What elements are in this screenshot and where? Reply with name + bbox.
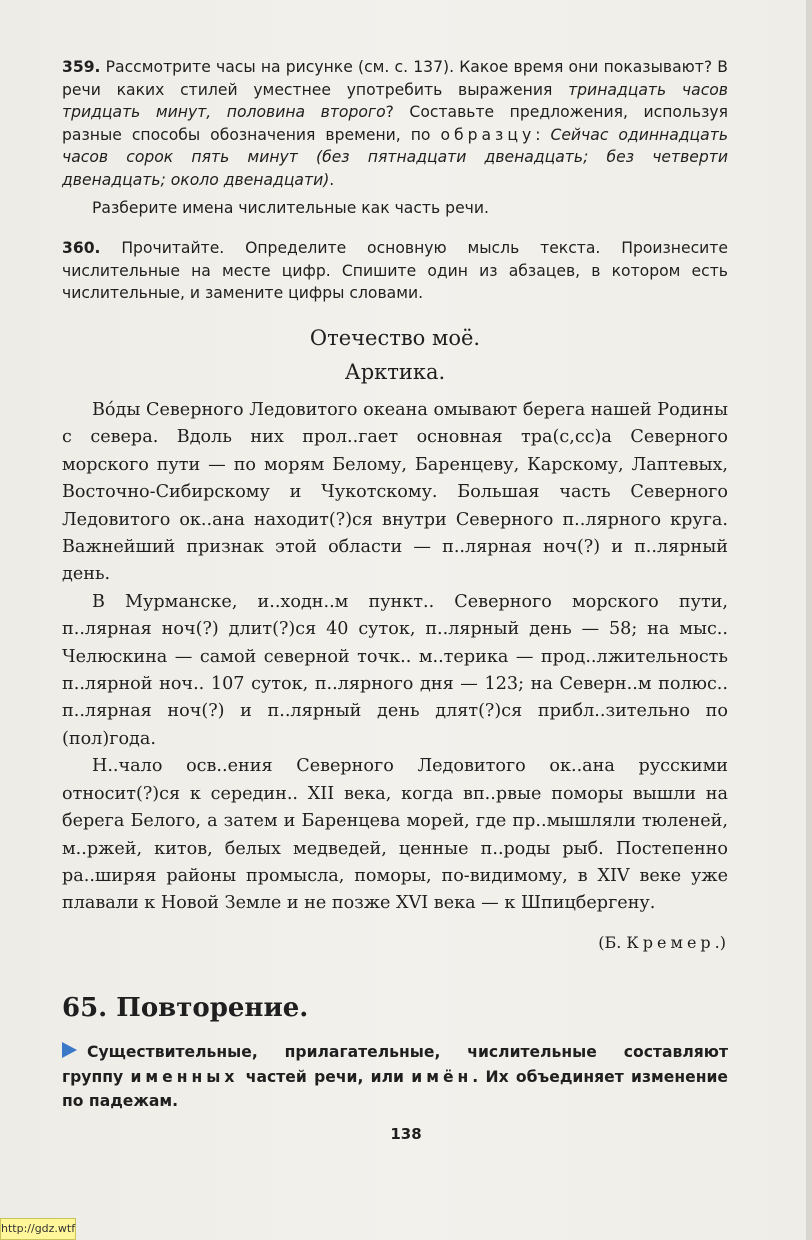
exercise-360: [62, 237, 728, 305]
author-credit: [598, 931, 726, 955]
italic-example: Сейчас одиннадцать часов сорок пять минут (без пятнадцати двенадцать; без четверти двенадцать; около двенадцати): [62, 125, 729, 189]
exercise-text: :: [535, 125, 551, 144]
rule-spaced-word: имён: [411, 1067, 473, 1086]
rule-text: частей речи, или: [238, 1067, 412, 1086]
page-number: 138: [390, 1125, 422, 1143]
paragraph-3: Н..чало осв..ения Северного Ледовитого ок..ана русскими относит(?)ся к середин.. XII века, когда вп..рвые поморы вышли на берега Белого, а затем и Баренцева морей, где пр..мышляли тюленей, м..ржей, китов, белых медведей, ценные п..роды рыб. Постепенно ра..ширяя районы промысла, поморы, по-видимому, в XIV веке уже плавали к Новой Земле и не позже XVI века — к Шпицбергену.: [62, 756, 728, 914]
spaced-word: образцу: [440, 125, 536, 144]
section-title: 65. Повторение.: [62, 993, 309, 1023]
rule-text: . Их объединяет изменение по падежам.: [62, 1067, 728, 1111]
text-title-1: Отечество моё.: [309, 326, 481, 350]
rule-spaced-word: именных: [130, 1067, 239, 1086]
watermark-link[interactable]: http://gdz.wtf: [0, 1218, 76, 1240]
author-close: .): [714, 933, 726, 952]
rule-text: Существительные, прилагательные, числительные составляют группу: [62, 1043, 728, 1086]
text-title-2: Арктика.: [344, 360, 446, 384]
italic-phrase: тринадцать часов тридцать минут, половина второго: [62, 80, 728, 122]
rule-box: [62, 1040, 728, 1114]
text-body: [62, 397, 728, 918]
exercise-text: ? Составьте предложения, используя разные способы обозначения времени, по: [62, 103, 728, 144]
exercise-text: Рассмотрите часы на рисунке (см. с. 137). Какое время они показывают? В речи каких стилей уместнее употребить выражения: [62, 58, 728, 99]
author-open: (Б.: [598, 933, 627, 952]
paragraph-1: Вóды Северного Ледовитого океана омывают берега нашей Родины с севера. Вдоль них прол..гает основная тра(с,сс)а Северного морского пути — по морям Белому, Баренцеву, Карскому, Лаптевых, Восточно-Сибирскому и Чукотскому. Большая часть Северного Ледовитого ок..ана находит(?)ся внутри Северного п..лярного круга. Важнейший признак этой области — п..лярная ноч(?) и п..лярный день.: [62, 400, 728, 585]
exercise-359-task: Разберите имена числительные как часть речи.: [92, 199, 489, 217]
author-name: Кремер: [626, 933, 715, 952]
page-edge: [806, 0, 812, 1240]
paragraph-2: В Мурманске, и..ходн..м пункт.. Северного морского пути, п..лярная ноч(?) длит(?)ся 40 суток, п..лярный день — 58; на мыс.. Челюскина — самой северной точк.. м..терика — прод..лжительность п..лярной ноч.. 107 суток, п..лярного дня — 123; на Северн..м полюс.. п..лярная ноч(?) и п..лярный день длят(?)ся прибл..зительно по (пол)года.: [62, 591, 728, 749]
exercise-number: 359.: [62, 58, 101, 76]
triangle-marker-icon: [62, 1042, 77, 1058]
exercise-number: 360.: [62, 239, 101, 257]
exercise-text: Прочитайте. Определите основную мысль текста. Произнесите числительные на месте цифр. Спишите один из абзацев, в котором есть числительные, и замените цифры словами.: [62, 239, 728, 303]
exercise-359: [62, 56, 728, 192]
exercise-text: .: [329, 170, 335, 189]
